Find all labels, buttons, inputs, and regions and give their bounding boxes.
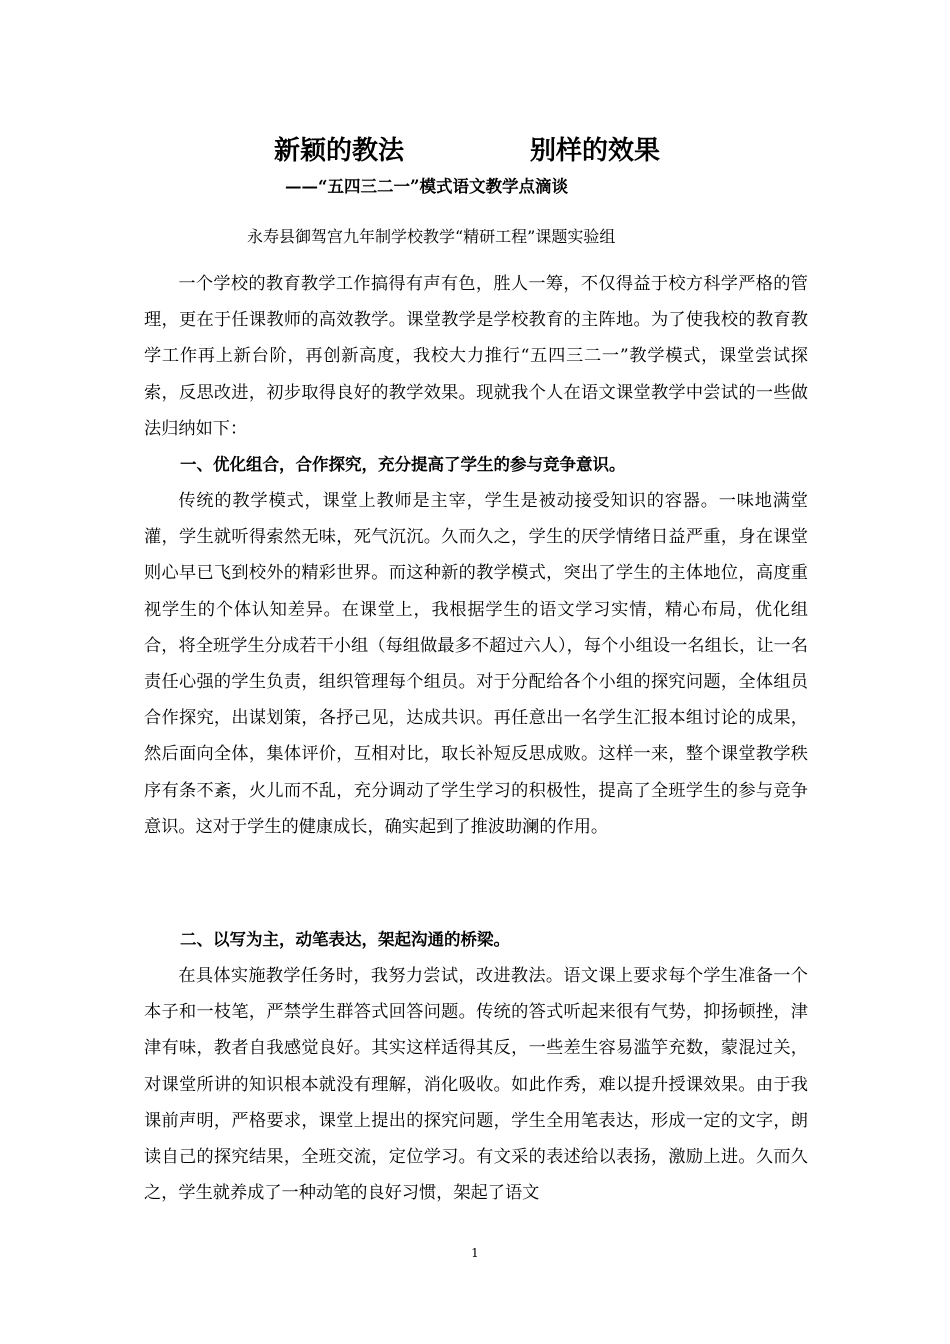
section-1-heading: 一、优化组合，合作探究，充分提高了学生的参与竞争意识。: [180, 455, 626, 474]
document-author: 永寿县御驾宫九年制学校教学“精研工程”课题实验组: [247, 227, 616, 246]
section-1-paragraph: 传统的教学模式，课堂上教师是主宰，学生是被动接受知识的容器。一味地满堂灌，学生就听得索然无味，死气沉沉。久而久之，学生的厌学情绪日益严重，身在课堂则心早已飞到校外的精彩世界。而这种新的教学模式，突出了学生的主体地位，高度重视学生的个体认知差异。在课堂上，我根据学生的语文学习实情，精心布局，优化组合，将全班学生分成若干小组（每组做最多不超过六人），每个小组设一名组长，让一名责任心强的学生负责，组织管理每个组员。对于分配给各个小组的探究问题，全体组员合作探究，出谋划策，各抒己见，达成共识。再任意出一名学生汇报本组讨论的成果，然后面向全体，集体评价，互相对比，取长补短反思成败。这样一来，整个课堂教学秩序有条不紊，火儿而不乱，充分调动了学生学习的积极性，提高了全班学生的参与竞争意识。这对于学生的健康成长，确实起到了推波助澜的作用。: [144, 491, 808, 837]
page-number: 1: [471, 1246, 479, 1260]
section-2-paragraph: 在具体实施教学任务时，我努力尝试，改进教法。语文课上要求每个学生准备一个本子和一枝笔，严禁学生群答式回答问题。传统的答式听起来很有气势，抑扬顿挫，津津有味，教者自我感觉良好。其实这样适得其反，一些差生容易滥竽充数，蒙混过关，对课堂所讲的知识根本就没有理解，消化吸收。如此作秀，难以提升授课效果。由于我课前声明，严格要求，课堂上提出的探究问题，学生全用笔表达，形成一定的文字，朗读自己的探究结果，全班交流，定位学习。有文采的表述给以表扬，激励上进。久而久之，学生就养成了一种动笔的良好习惯，架起了语文: [144, 966, 808, 1204]
title-part-1: 新颖的教法: [274, 136, 405, 166]
document-title: [0, 131, 950, 171]
title-part-2: 别样的效果: [530, 136, 661, 166]
document-subtitle: ——“五四三二一”模式语文教学点滴谈: [285, 177, 568, 196]
section-2-heading: 二、以写为主，动笔表达，架起沟通的桥梁。: [180, 930, 510, 949]
intro-paragraph: 一个学校的教育教学工作搞得有声有色，胜人一筹，不仅得益于校方科学严格的管理，更在于任课教师的高效教学。课堂教学是学校教育的主阵地。为了使我校的教育教学工作再上新台阶，再创新高度，我校大力推行“五四三二一”教学模式，课堂尝试探索，反思改进，初步取得良好的教学效果。现就我个人在语文课堂教学中尝试的一些做法归纳如下：: [144, 274, 808, 439]
